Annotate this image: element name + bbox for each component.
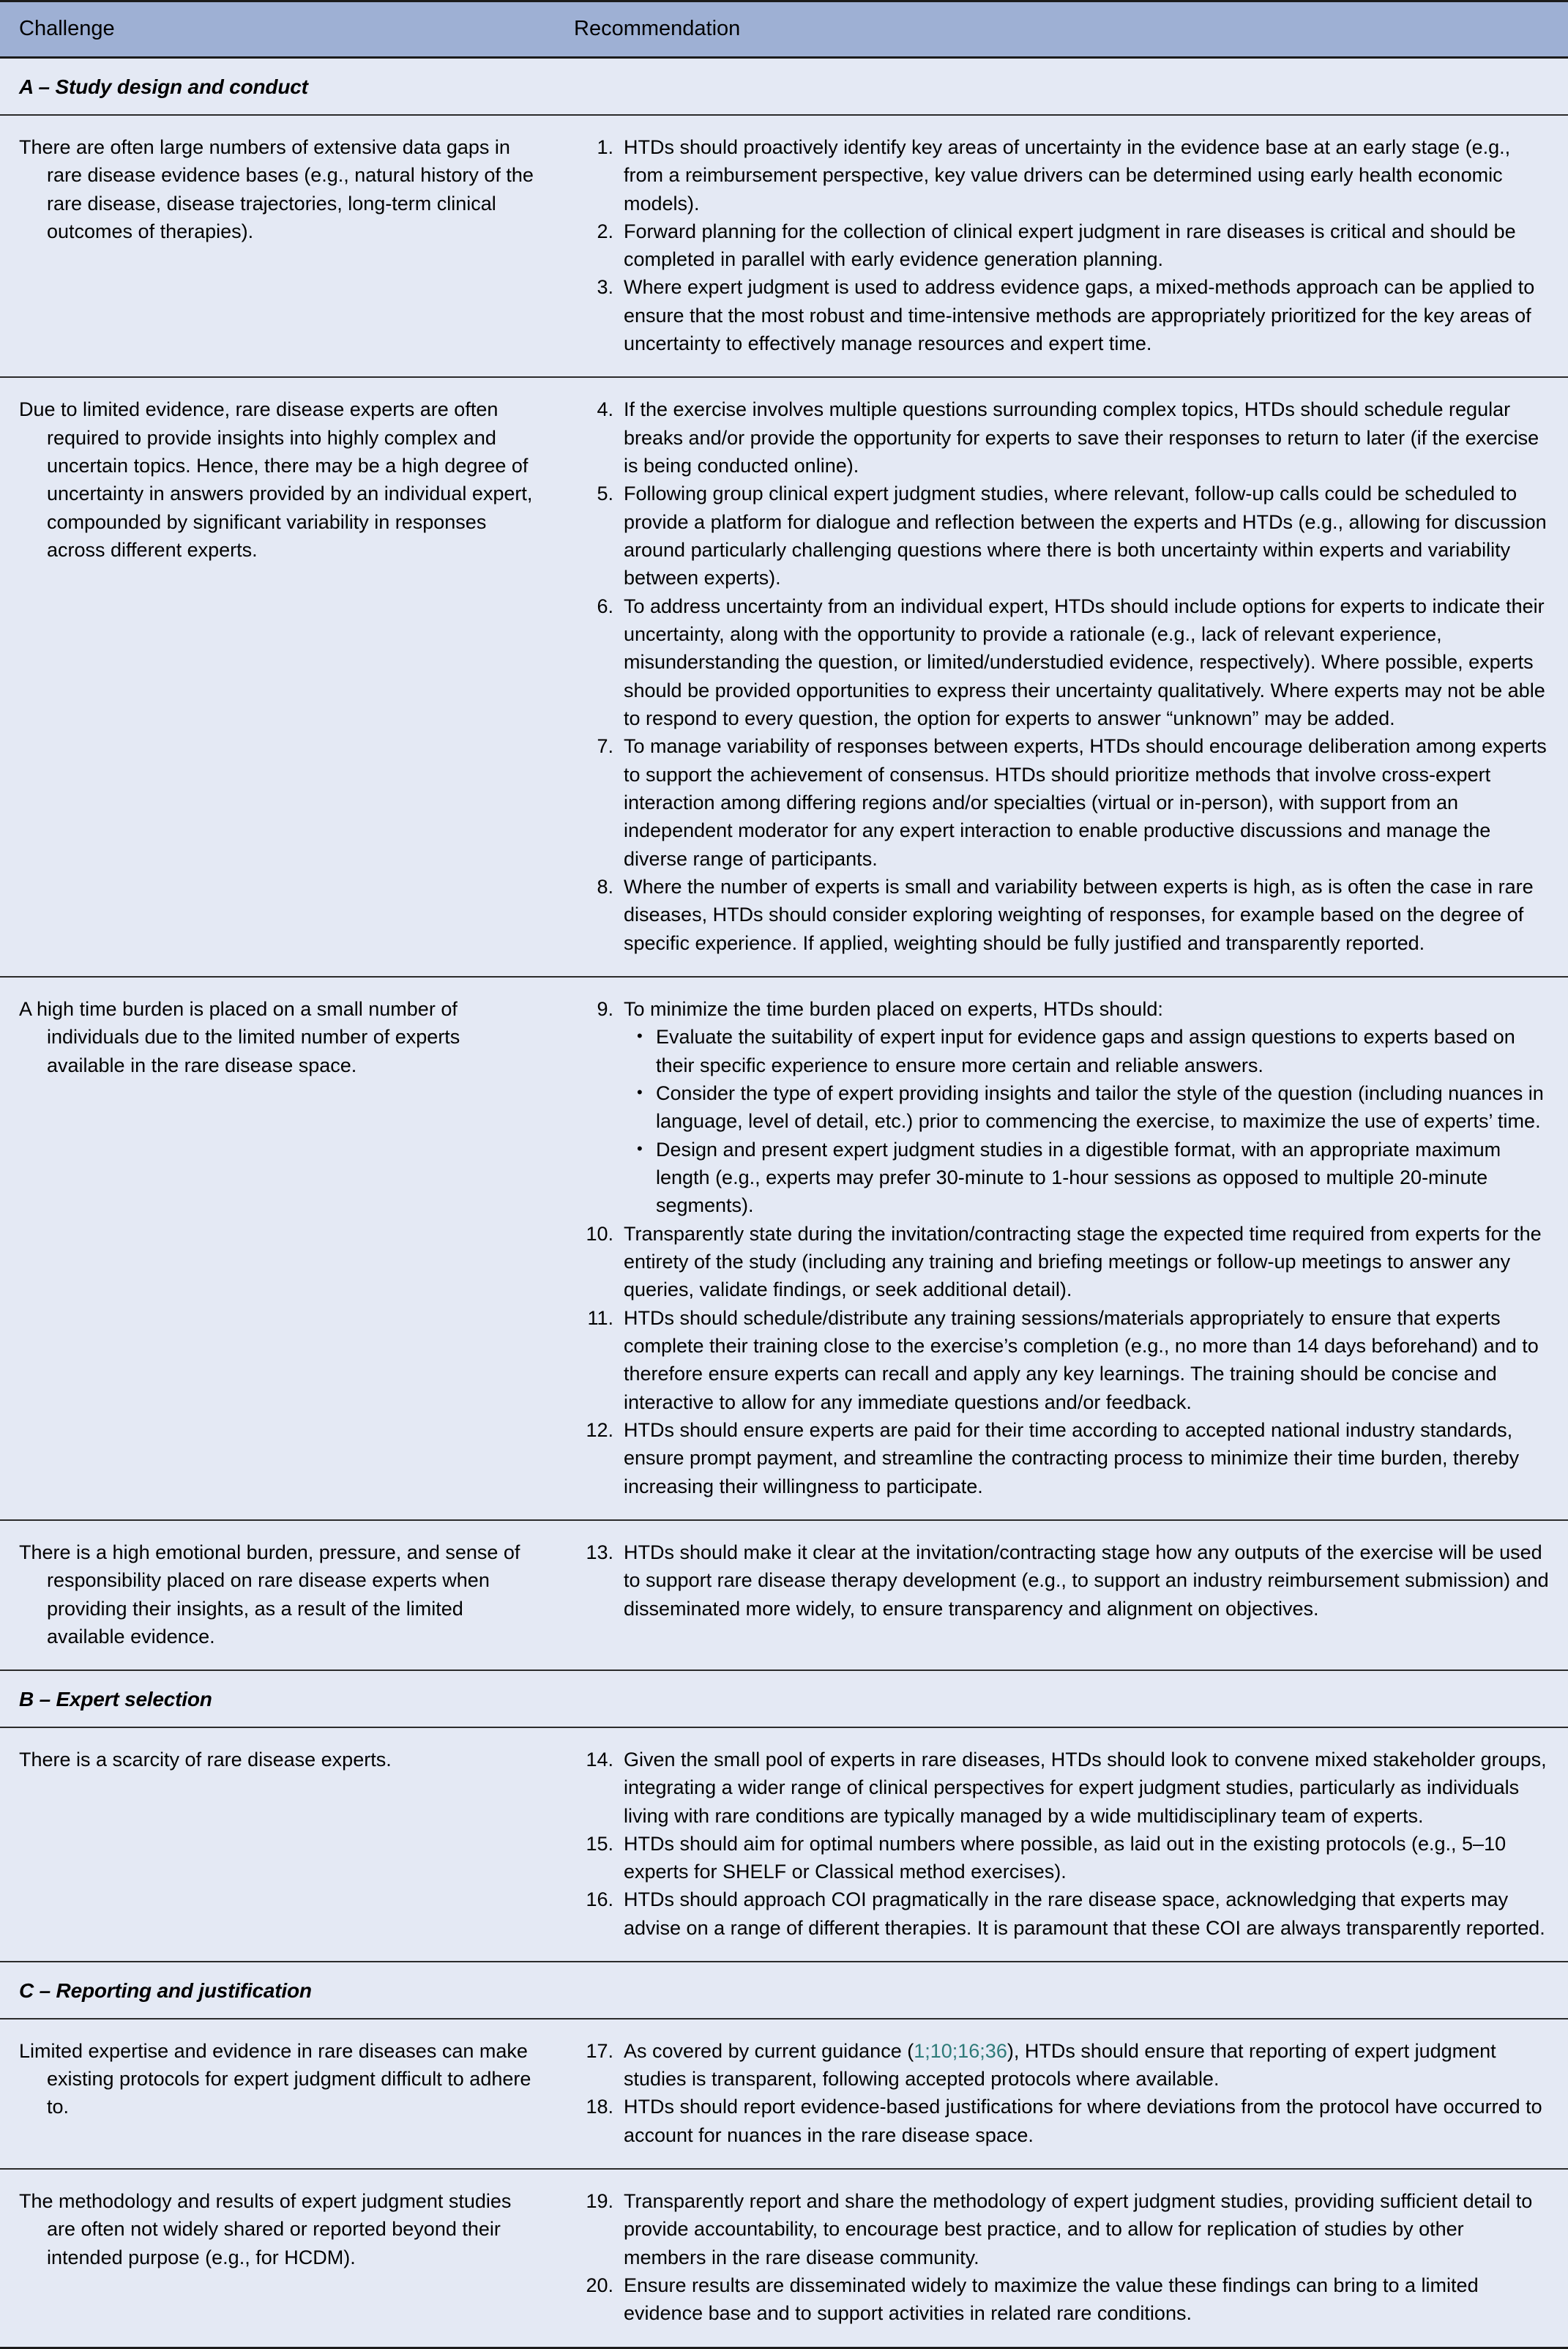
- recommendation-number: 19.: [586, 2190, 613, 2213]
- recommendation-text: [624, 592, 1550, 733]
- recommendation-text-after-citation: ), HTDs should ensure that reporting of expert judgment studies is transparent, following accepted protocols where available.: [624, 2039, 1496, 2091]
- recommendation-list: [575, 133, 1550, 358]
- table-row: [0, 977, 1568, 1520]
- recommendation-list: [575, 2037, 1550, 2149]
- recommendation-item: [575, 273, 1550, 357]
- recommendation-text-content: HTDs should make it clear at the invitation/contracting stage how any outputs of the exercise will be used to support rare disease therapy development (e.g., to support an industry reimbursement submission) and disseminated more widely, to ensure transparency and alignment on objectives.: [624, 1541, 1549, 1620]
- challenge-text: There is a high emotional burden, pressure, and sense of responsibility placed on rare disease experts when providing their insights, as a result of the limited available evidence.: [19, 1541, 520, 1648]
- recommendation-item: [575, 395, 1550, 480]
- recommendation-number: 7.: [597, 735, 613, 758]
- table-row: [0, 1520, 1568, 1670]
- recommendation-cell: [556, 1520, 1568, 1670]
- recommendation-text: [624, 995, 1550, 1220]
- table-body: [0, 58, 1568, 2348]
- section-title: B – Expert selection: [19, 1688, 212, 1711]
- recommendation-number: 17.: [586, 2039, 613, 2062]
- recommendation-cell: [556, 1727, 1568, 1962]
- recommendation-text-before-citation: As covered by current guidance (: [624, 2039, 914, 2062]
- recommendation-text: [624, 2037, 1550, 2093]
- recommendation-number: 10.: [586, 1222, 613, 1245]
- recommendation-text-content: Where expert judgment is used to address evidence gaps, a mixed-methods approach can be applied to ensure that the most robust and time-intensive methods are appropriately prioritized for the key areas of uncertainty to effectively manage resources and expert time.: [624, 276, 1535, 355]
- challenge-cell: [0, 377, 556, 977]
- recommendation-item: [575, 2037, 1550, 2093]
- table-row: [0, 1727, 1568, 1962]
- recommendation-number: 8.: [597, 876, 613, 898]
- section-header-row: [0, 58, 1568, 115]
- recommendation-text: [624, 217, 1550, 274]
- recommendation-text: [624, 1746, 1550, 1830]
- recommendation-sub-text: Consider the type of expert providing insights and tailor the style of the question (including nuances in language, level of detail, etc.) prior to commencing the exercise, to maximize the use of experts’ time.: [656, 1082, 1544, 1133]
- recommendation-item: [575, 1830, 1550, 1886]
- section-header-row: [0, 1670, 1568, 1727]
- recommendation-sub-text: Design and present expert judgment studies in a digestible format, with an appropriate maximum length (e.g., experts may prefer 30-minute to 1-hour sessions as opposed to multiple 20-minute segments).: [656, 1138, 1501, 1217]
- recommendation-text-content: Given the small pool of experts in rare diseases, HTDs should look to convene mixed stakeholder groups, integrating a wider range of clinical perspectives for expert judgment studies, particularly as individuals living with rare conditions are typically managed by a wide multidisciplinary team of experts.: [624, 1748, 1547, 1827]
- recommendation-item: [575, 1538, 1550, 1623]
- citation-link[interactable]: 1;10;16;36: [914, 2039, 1007, 2062]
- recommendation-text-content: Transparently state during the invitation/contracting stage the expected time required from experts for the entirety of the study (including any training and briefing meetings or follow-up meetings to answer any queries, validate findings, or seek additional detail).: [624, 1222, 1542, 1301]
- challenge-text: The methodology and results of expert judgment studies are often not widely shared or reported beyond their intended purpose (e.g., for HCDM).: [19, 2190, 512, 2268]
- recommendation-number: 5.: [597, 483, 613, 505]
- recommendation-item: [575, 592, 1550, 733]
- recommendation-number: 14.: [586, 1748, 613, 1771]
- section-header-row: [0, 1962, 1568, 2019]
- recommendation-item: [575, 2093, 1550, 2149]
- recommendation-number: 2.: [597, 220, 613, 242]
- recommendation-text-content: HTDs should aim for optimal numbers where possible, as laid out in the existing protocols (e.g., 5–10 experts for SHELF or Classical method exercises).: [624, 1832, 1507, 1883]
- section-title: A – Study design and conduct: [19, 75, 308, 99]
- challenge-cell: [0, 2169, 556, 2348]
- table-row: [0, 2169, 1568, 2348]
- header-row: [0, 1, 1568, 58]
- section-header-cell: [0, 58, 1568, 115]
- recommendation-item: [575, 1416, 1550, 1500]
- recommendation-number: 12.: [586, 1418, 613, 1441]
- table-header: [0, 1, 1568, 58]
- challenge-cell: [0, 1520, 556, 1670]
- recommendation-item: [575, 1885, 1550, 1942]
- recommendation-text: [624, 1416, 1550, 1500]
- recommendation-text: [624, 1220, 1550, 1304]
- recommendation-number: 11.: [587, 1306, 613, 1329]
- recommendation-number: 6.: [597, 595, 613, 617]
- challenge-text: A high time burden is placed on a small number of individuals due to the limited number of experts available in the rare disease space.: [19, 998, 460, 1076]
- recommendation-text-content: Where the number of experts is small and variability between experts is high, as is often the case in rare diseases, HTDs should consider exploring weighting of responses, for example based on the degree of specific experience. If applied, weighting should be fully justified and transparently reported.: [624, 876, 1534, 954]
- recommendation-number: 9.: [597, 998, 613, 1021]
- column-header-challenge: Challenge: [0, 1, 556, 58]
- recommendation-sub-item: [624, 1079, 1550, 1136]
- recommendation-item: [575, 1220, 1550, 1304]
- column-header-recommendation: Recommendation: [556, 1, 1568, 58]
- section-title: C – Reporting and justification: [19, 1979, 312, 2003]
- recommendation-text-content: If the exercise involves multiple questions surrounding complex topics, HTDs should schedule regular breaks and/or provide the opportunity for experts to save their responses to return to later (if the exercise is being conducted online).: [624, 398, 1539, 477]
- recommendation-text-content: Following group clinical expert judgment studies, where relevant, follow-up calls could be scheduled to provide a platform for dialogue and reflection between the experts and HTDs (e.g., allowing for discussion around particularly challenging questions where there is both uncertainty within experts and variability between experts).: [624, 483, 1547, 589]
- recommendation-item: [575, 480, 1550, 592]
- recommendation-item: [575, 133, 1550, 217]
- table-row: [0, 115, 1568, 378]
- recommendation-list: [575, 995, 1550, 1500]
- recommendation-text: [624, 133, 1550, 217]
- recommendation-item: [575, 1746, 1550, 1830]
- recommendation-sub-list: [624, 1023, 1550, 1219]
- recommendation-text: [624, 1304, 1550, 1416]
- recommendation-number: 13.: [586, 1541, 613, 1563]
- recommendation-sub-text: Evaluate the suitability of expert input for evidence gaps and assign questions to experts based on their specific experience to ensure more certain and reliable answers.: [656, 1026, 1515, 1076]
- recommendation-sub-item: [624, 1023, 1550, 1079]
- recommendation-list: [575, 395, 1550, 957]
- recommendation-number: 18.: [586, 2096, 613, 2118]
- recommendation-text: [624, 1885, 1550, 1942]
- recommendation-text: [624, 732, 1550, 873]
- bullet-icon: •: [637, 1027, 643, 1046]
- recommendation-item: [575, 217, 1550, 274]
- recommendation-number: 4.: [597, 398, 613, 421]
- challenge-text: Limited expertise and evidence in rare diseases can make existing protocols for expert judgment difficult to adhere to.: [19, 2039, 531, 2118]
- recommendation-cell: [556, 977, 1568, 1520]
- recommendation-text-content: Ensure results are disseminated widely to maximize the value these findings can bring to a limited evidence base and to support activities in related rare conditions.: [624, 2274, 1479, 2325]
- challenge-text: Due to limited evidence, rare disease experts are often required to provide insights into highly complex and uncertain topics. Hence, there may be a high degree of uncertainty in answers provided by an individual expert, compounded by significant variability in responses across different experts.: [19, 398, 533, 562]
- recommendation-number: 3.: [597, 276, 613, 299]
- challenge-cell: [0, 2019, 556, 2169]
- recommendation-text: [624, 480, 1550, 592]
- table-row: [0, 377, 1568, 977]
- recommendation-text-content: To address uncertainty from an individual expert, HTDs should include options for experts to indicate their uncertainty, along with the opportunity to provide a rationale (e.g., lack of relevant experience, misunderstanding the question, or limited/understudied evidence, respectively). Where possible, experts should be provided opportunities to express their uncertainty qualitatively. Where experts may not be able to respond to every question, the option for experts to answer “unknown” may be added.: [624, 595, 1545, 730]
- recommendation-text-content: To minimize the time burden placed on experts, HTDs should:: [624, 998, 1163, 1021]
- recommendation-text-content: HTDs should report evidence-based justifications for where deviations from the protocol have occurred to account for nuances in the rare disease space.: [624, 2096, 1542, 2146]
- recommendation-cell: [556, 377, 1568, 977]
- recommendation-text: [624, 1538, 1550, 1623]
- challenge-cell: [0, 977, 556, 1520]
- table-row: [0, 2019, 1568, 2169]
- recommendation-text-content: Forward planning for the collection of clinical expert judgment in rare diseases is critical and should be completed in parallel with early evidence generation planning.: [624, 220, 1516, 271]
- recommendation-number: 15.: [586, 1832, 613, 1855]
- recommendation-sub-item: [624, 1136, 1550, 1220]
- recommendation-item: [575, 2271, 1550, 2328]
- recommendation-text-content: Transparently report and share the methodology of expert judgment studies, providing sufficient detail to provide accountability, to encourage best practice, and to allow for replication of studies by other members in the rare disease community.: [624, 2190, 1533, 2268]
- recommendation-cell: [556, 2169, 1568, 2348]
- bullet-icon: •: [637, 1083, 643, 1102]
- recommendation-number: 20.: [586, 2274, 613, 2297]
- recommendation-item: [575, 873, 1550, 957]
- recommendation-text: [624, 1830, 1550, 1886]
- recommendation-text-content: HTDs should proactively identify key areas of uncertainty in the evidence base at an early stage (e.g., from a reimbursement perspective, key value drivers can be determined using early health economic models).: [624, 135, 1511, 215]
- recommendation-text: [624, 873, 1550, 957]
- challenge-cell: [0, 1727, 556, 1962]
- recommendation-list: [575, 1538, 1550, 1623]
- section-header-cell: [0, 1962, 1568, 2019]
- recommendation-text-content: To manage variability of responses between experts, HTDs should encourage deliberation among experts to support the achievement of consensus. HTDs should prioritize methods that involve cross-expert interaction among differing regions and/or specialties (virtual or in-person), with support from an independent moderator for any expert interaction to enable productive discussions and manage the diverse range of participants.: [624, 735, 1547, 870]
- bullet-icon: •: [637, 1139, 643, 1158]
- recommendation-list: [575, 2187, 1550, 2328]
- recommendation-text-content: HTDs should schedule/distribute any training sessions/materials appropriately to ensure that experts complete their training close to the exercise’s completion (e.g., no more than 14 days beforehand) and to therefore ensure experts can recall and apply any key learnings. The training should be concise and interactive to allow for any immediate questions and/or feedback.: [624, 1306, 1539, 1413]
- recommendation-text: [624, 2187, 1550, 2271]
- recommendation-cell: [556, 115, 1568, 378]
- recommendation-item: [575, 2187, 1550, 2271]
- recommendation-number: 16.: [586, 1888, 613, 1911]
- section-header-cell: [0, 1670, 1568, 1727]
- recommendation-text: [624, 2271, 1550, 2328]
- recommendation-item: [575, 732, 1550, 873]
- recommendation-text-content: HTDs should approach COI pragmatically in the rare disease space, acknowledging that experts may advise on a range of different therapies. It is paramount that these COI are always transparently reported.: [624, 1888, 1545, 1939]
- recommendation-number: 1.: [597, 135, 613, 158]
- recommendation-text-content: HTDs should ensure experts are paid for their time according to accepted national industry standards, ensure prompt payment, and streamline the contracting process to minimize their time burden, thereby increasing their willingness to participate.: [624, 1418, 1520, 1497]
- recommendation-text: [624, 395, 1550, 480]
- recommendation-item: [575, 995, 1550, 1220]
- recommendation-text: [624, 273, 1550, 357]
- challenge-cell: [0, 115, 556, 378]
- recommendation-item: [575, 1304, 1550, 1416]
- challenge-text: There is a scarcity of rare disease experts.: [19, 1748, 392, 1771]
- challenge-text: There are often large numbers of extensive data gaps in rare disease evidence bases (e.g., natural history of the rare disease, disease trajectories, long-term clinical outcomes of therapies).: [19, 135, 534, 242]
- recommendation-cell: [556, 2019, 1568, 2169]
- recommendation-text: [624, 2093, 1550, 2149]
- recommendation-list: [575, 1746, 1550, 1942]
